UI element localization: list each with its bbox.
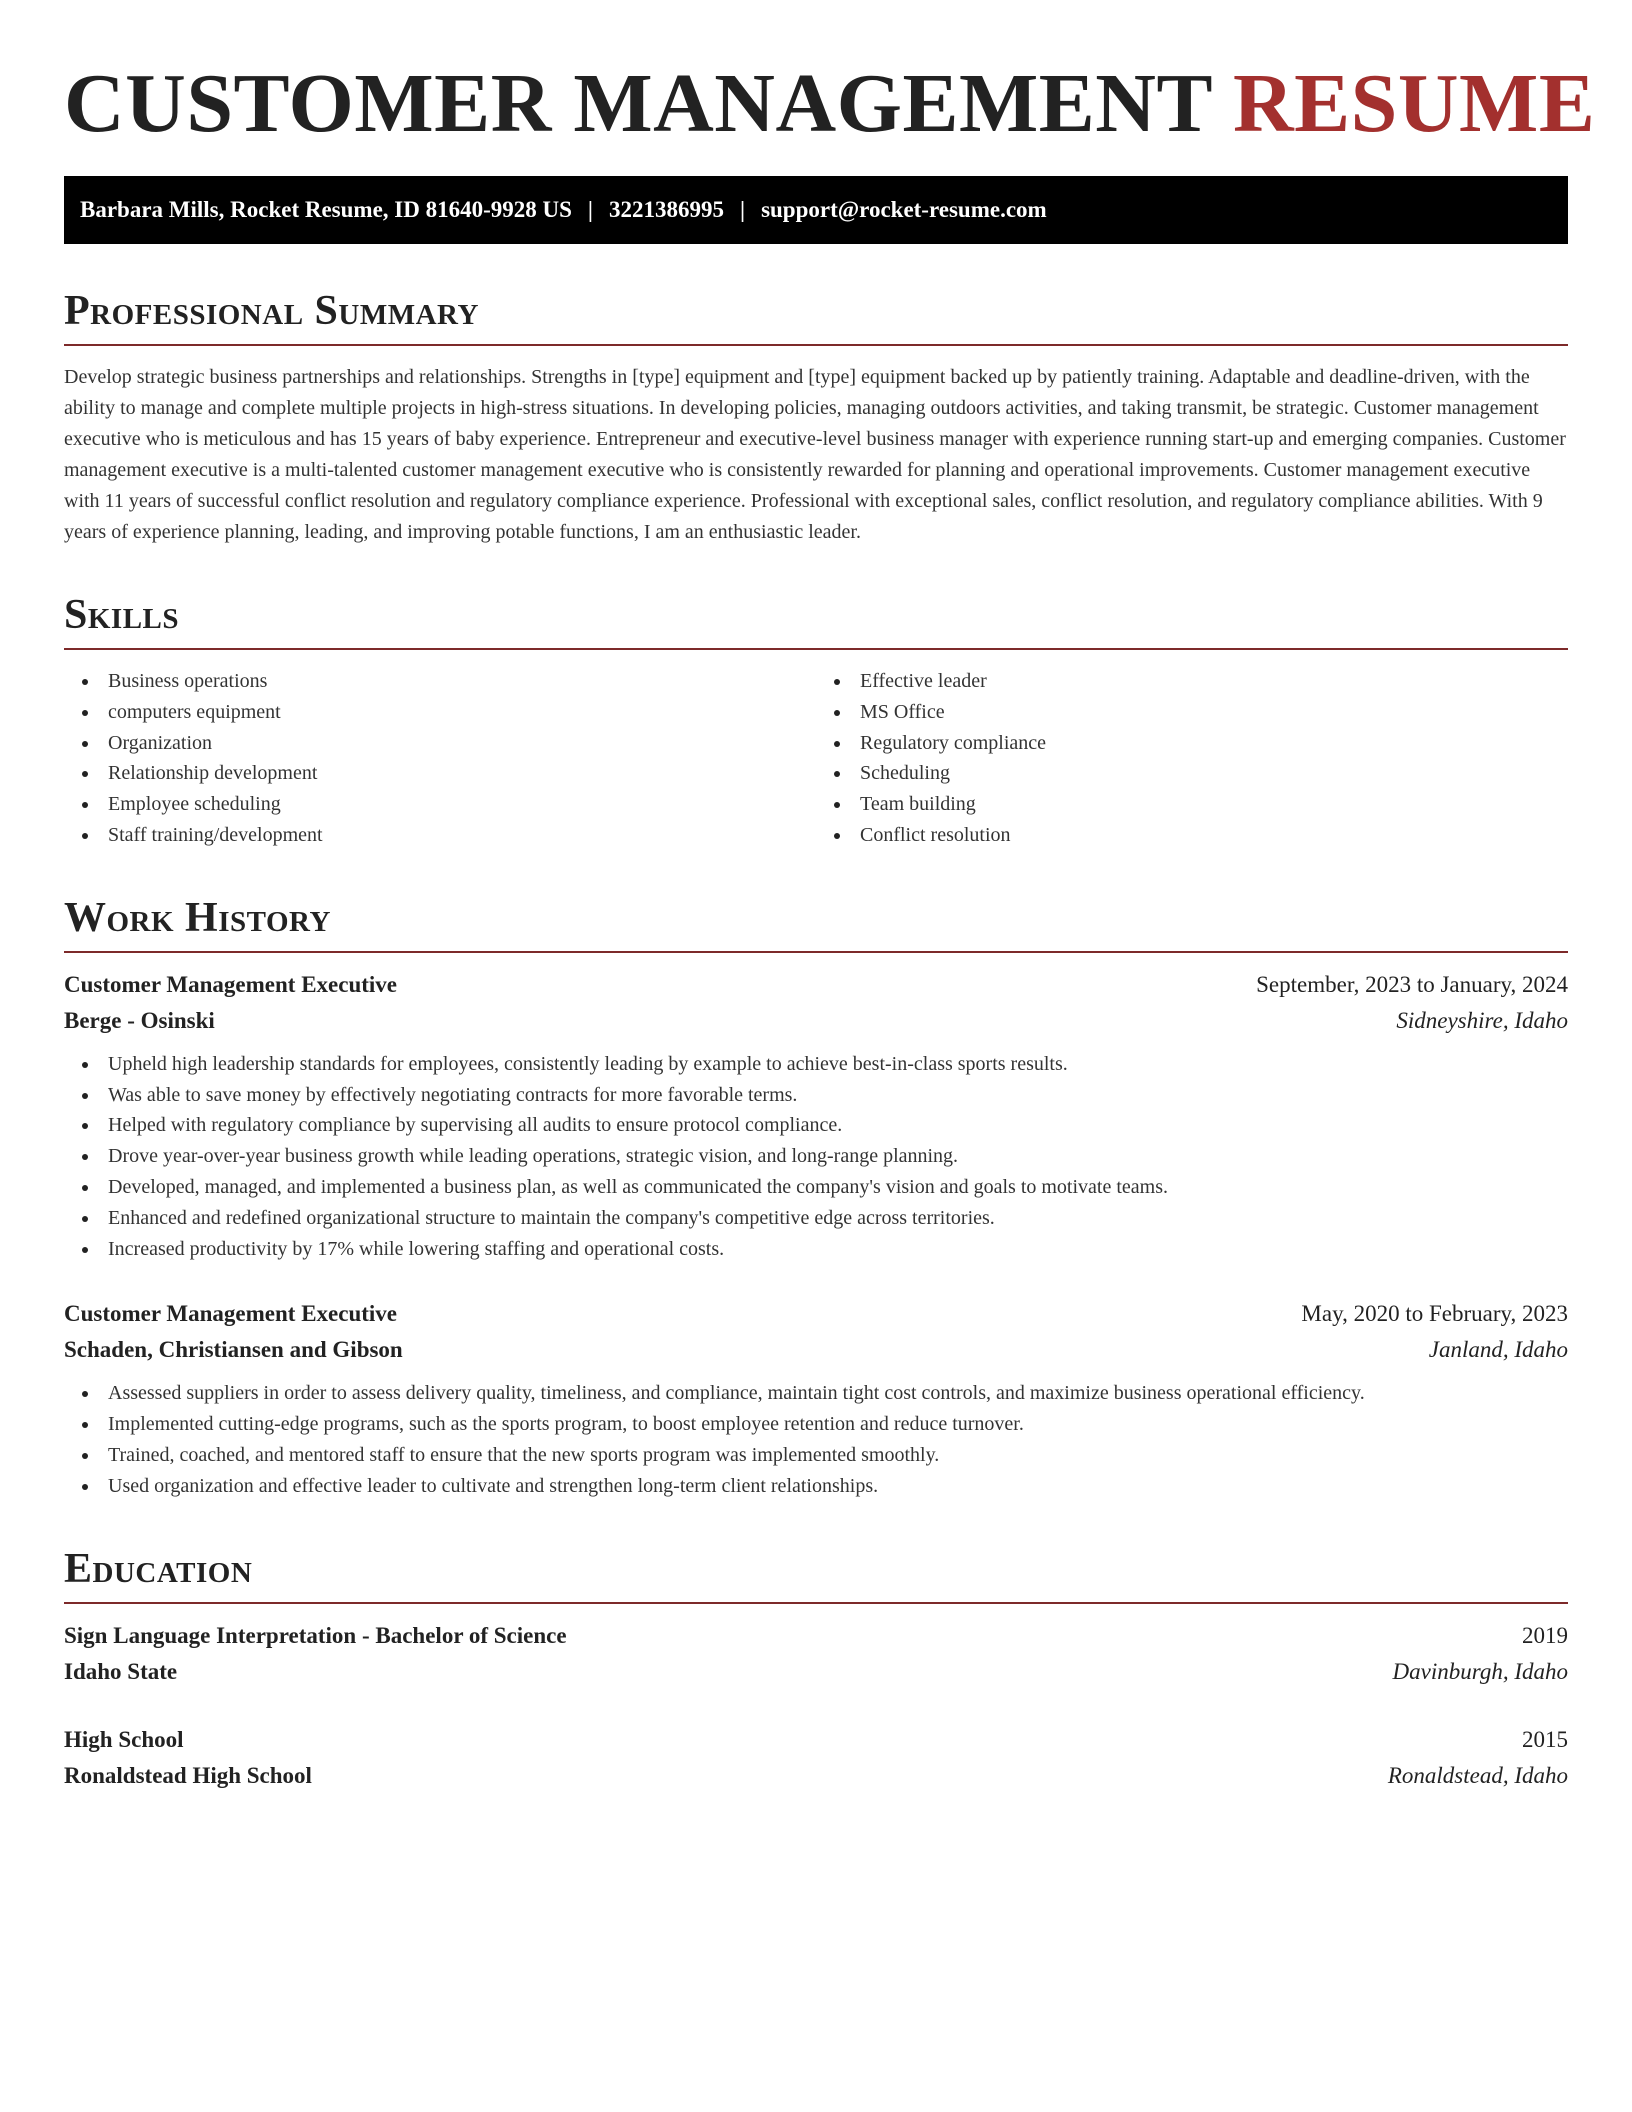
education-location: Davinburgh, Idaho [1392, 1658, 1568, 1684]
job-bullet: Increased productivity by 17% while lowering staffing and operational costs. [108, 1234, 1568, 1265]
skill-item: Employee scheduling [108, 789, 816, 820]
job-dates: May, 2020 to February, 2023 [1301, 1301, 1568, 1327]
education-degree: High School [64, 1726, 184, 1752]
job-location: Sidneyshire, Idaho [1396, 1007, 1568, 1033]
job-bullet: Developed, managed, and implemented a business plan, as well as communicated the company's vision and goals to motivate teams. [108, 1172, 1568, 1203]
job-bullets [64, 1049, 1568, 1265]
skill-item: Staff training/development [108, 820, 816, 851]
education-degree: Sign Language Interpretation - Bachelor of Science [64, 1622, 567, 1648]
job-bullet: Assessed suppliers in order to assess delivery quality, timeliness, and compliance, maintain tight cost controls, and maximize business operational efficiency. [108, 1378, 1568, 1409]
education-heading: Education [64, 1546, 1568, 1604]
contact-phone: 3221386995 [608, 197, 724, 222]
skill-item: MS Office [860, 697, 1568, 728]
job-bullets [64, 1378, 1568, 1501]
skill-item: Team building [860, 789, 1568, 820]
education-school: Ronaldstead High School [64, 1762, 312, 1788]
job-bullet: Was able to save money by effectively negotiating contracts for more favorable terms. [108, 1080, 1568, 1111]
job-bullet: Enhanced and redefined organizational structure to maintain the company's competitive edge across territories. [108, 1203, 1568, 1234]
education-school: Idaho State [64, 1658, 178, 1684]
skill-item: computers equipment [108, 697, 816, 728]
summary-heading: Professional Summary [64, 288, 1568, 346]
job-bullet: Used organization and effective leader to cultivate and strengthen long-term client relationships. [108, 1471, 1568, 1502]
education-location: Ronaldstead, Idaho [1387, 1762, 1568, 1788]
work-history-heading: Work History [64, 895, 1568, 953]
skill-item: Business operations [108, 666, 816, 697]
job-dates: September, 2023 to January, 2024 [1256, 971, 1568, 997]
job-bullet: Helped with regulatory compliance by supervising all audits to ensure protocol compliance. [108, 1110, 1568, 1141]
skills-column-left [64, 666, 816, 851]
title-accent: RESUME [1232, 57, 1596, 150]
job-entry [64, 1296, 1568, 1501]
skill-item: Scheduling [860, 758, 1568, 789]
title-main: CUSTOMER MANAGEMENT [64, 57, 1212, 150]
skill-item: Regulatory compliance [860, 728, 1568, 759]
job-company: Berge - Osinski [64, 1007, 215, 1033]
skill-item: Conflict resolution [860, 820, 1568, 851]
contact-separator: | [587, 197, 593, 222]
skills-heading: Skills [64, 592, 1568, 650]
job-title: Customer Management Executive [64, 971, 398, 997]
contact-address: Barbara Mills, Rocket Resume, ID 81640-9928 US [80, 197, 572, 222]
contact-bar [64, 176, 1568, 244]
contact-separator: | [739, 197, 746, 222]
job-bullet: Drove year-over-year business growth while leading operations, strategic vision, and long-range planning. [108, 1141, 1568, 1172]
job-company: Schaden, Christiansen and Gibson [64, 1337, 403, 1363]
education-year: 2015 [1522, 1726, 1568, 1752]
skill-item: Organization [108, 728, 816, 759]
education-entry [64, 1722, 1568, 1794]
job-entry [64, 967, 1568, 1265]
skills-column-right [816, 666, 1568, 851]
skill-item: Effective leader [860, 666, 1568, 697]
job-bullet: Implemented cutting-edge programs, such as the sports program, to boost employee retention and reduce turnover. [108, 1409, 1568, 1440]
skill-item: Relationship development [108, 758, 816, 789]
skills-list [64, 666, 1568, 851]
contact-email[interactable]: support@rocket-resume.com [761, 197, 1047, 222]
summary-text: Develop strategic business partnerships and relationships. Strengths in [type] equipment and [type] equipment backed up by patiently training. Adaptable and deadline-driven, with the ability to manage and complete multiple projects in high-stress situations. In developing policies, managing outdoors activities, and taking transmit, be strategic. Customer management executive who is meticulous and has 15 years of baby experience. Entrepreneur and executive-level business manager with experience running start-up and emerging companies. Customer management executive is a multi-talented customer management executive who is consistently rewarded for planning and operational improvements. Customer management executive with 11 years of successful conflict resolution and regulatory compliance experience. Professional with exceptional sales, conflict resolution, and regulatory compliance abilities. With 9 years of experience planning, leading, and improving potable functions, I am an enthusiastic leader. [64, 366, 1566, 543]
job-bullet: Upheld high leadership standards for employees, consistently leading by example to achieve best-in-class sports results. [108, 1049, 1568, 1080]
education-year: 2019 [1522, 1622, 1568, 1648]
education-entry [64, 1618, 1568, 1690]
job-location: Janland, Idaho [1428, 1337, 1568, 1363]
resume-title [64, 0, 1596, 150]
job-bullet: Trained, coached, and mentored staff to ensure that the new sports program was implemented smoothly. [108, 1440, 1568, 1471]
job-title: Customer Management Executive [64, 1301, 398, 1327]
